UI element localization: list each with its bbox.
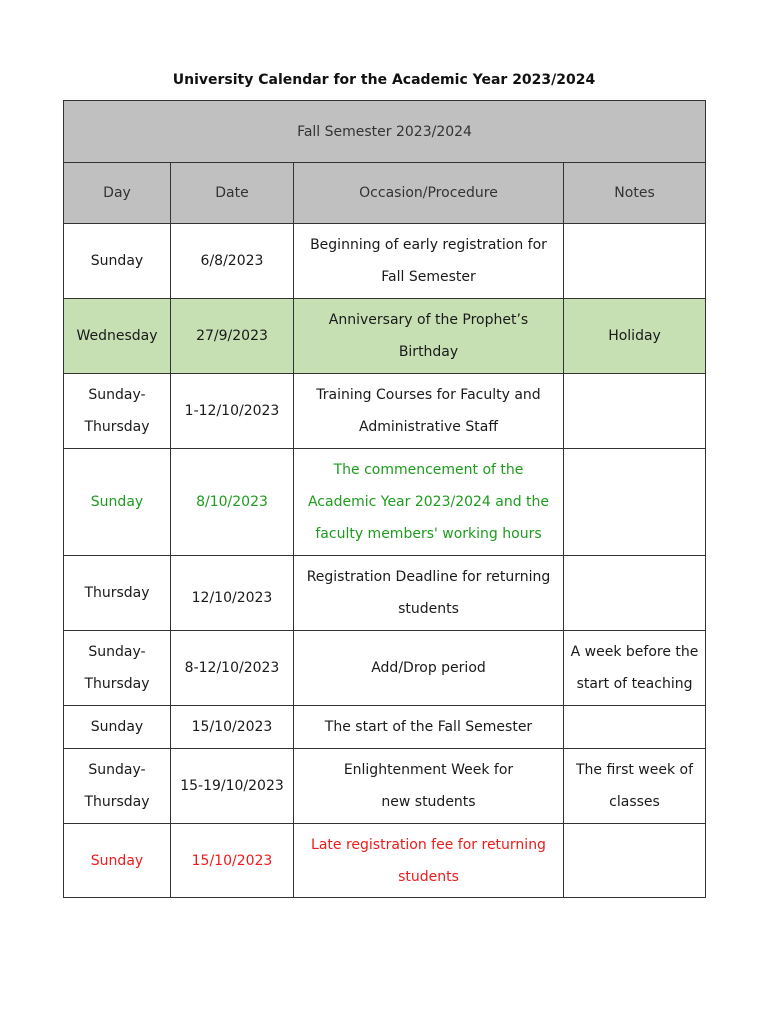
occasion-cell: Registration Deadline for returning students <box>294 556 564 631</box>
occasion-cell: Training Courses for Faculty and Administrative Staff <box>294 374 564 449</box>
day-cell: Sunday <box>64 706 171 749</box>
date-cell: 8/10/2023 <box>171 449 294 556</box>
table-row <box>64 824 706 898</box>
occasion-cell: Enlightenment Week for new students <box>294 749 564 824</box>
notes-cell <box>564 449 706 556</box>
day-cell: Sunday <box>64 824 171 898</box>
day-cell: Sunday <box>64 224 171 299</box>
date-cell: 15/10/2023 <box>171 706 294 749</box>
notes-cell: The first week of classes <box>564 749 706 824</box>
table-row <box>64 556 706 631</box>
notes-cell <box>564 374 706 449</box>
day-cell: Wednesday <box>64 299 171 374</box>
day-cell: Sunday-Thursday <box>64 749 171 824</box>
column-header-date: Date <box>171 163 294 224</box>
table-row <box>64 631 706 706</box>
column-header-notes: Notes <box>564 163 706 224</box>
notes-cell: A week before the start of teaching <box>564 631 706 706</box>
date-cell: 15/10/2023 <box>171 824 294 898</box>
table-row <box>64 224 706 299</box>
notes-cell <box>564 706 706 749</box>
page-title: University Calendar for the Academic Year 2023/2024 <box>172 72 596 88</box>
table-row <box>64 299 706 374</box>
occasion-cell: The commencement of the Academic Year 2023/2024 and the faculty members' working hours <box>294 449 564 556</box>
notes-cell <box>564 556 706 631</box>
occasion-cell: The start of the Fall Semester <box>294 706 564 749</box>
table-row <box>64 449 706 556</box>
date-cell: 8-12/10/2023 <box>171 631 294 706</box>
semester-header-row <box>64 101 706 163</box>
table-row <box>64 374 706 449</box>
column-header-occasion: Occasion/Procedure <box>294 163 564 224</box>
day-cell: Sunday-Thursday <box>64 631 171 706</box>
day-cell: Sunday <box>64 449 171 556</box>
calendar-table <box>63 100 706 898</box>
date-cell: 15-19/10/2023 <box>171 749 294 824</box>
column-header-day: Day <box>64 163 171 224</box>
column-header-row <box>64 163 706 224</box>
date-cell: 12/10/2023 <box>171 556 294 631</box>
semester-title: Fall Semester 2023/2024 <box>64 101 706 163</box>
occasion-cell: Add/Drop period <box>294 631 564 706</box>
day-cell: Thursday <box>64 556 171 631</box>
date-cell: 27/9/2023 <box>171 299 294 374</box>
date-cell: 6/8/2023 <box>171 224 294 299</box>
day-cell: Sunday-Thursday <box>64 374 171 449</box>
notes-cell <box>564 224 706 299</box>
notes-cell: Holiday <box>564 299 706 374</box>
date-cell: 1-12/10/2023 <box>171 374 294 449</box>
table-row <box>64 749 706 824</box>
occasion-cell: Beginning of early registration for Fall Semester <box>294 224 564 299</box>
occasion-cell: Late registration fee for returning students <box>294 824 564 898</box>
table-row <box>64 706 706 749</box>
notes-cell <box>564 824 706 898</box>
occasion-cell: Anniversary of the Prophet’s Birthday <box>294 299 564 374</box>
